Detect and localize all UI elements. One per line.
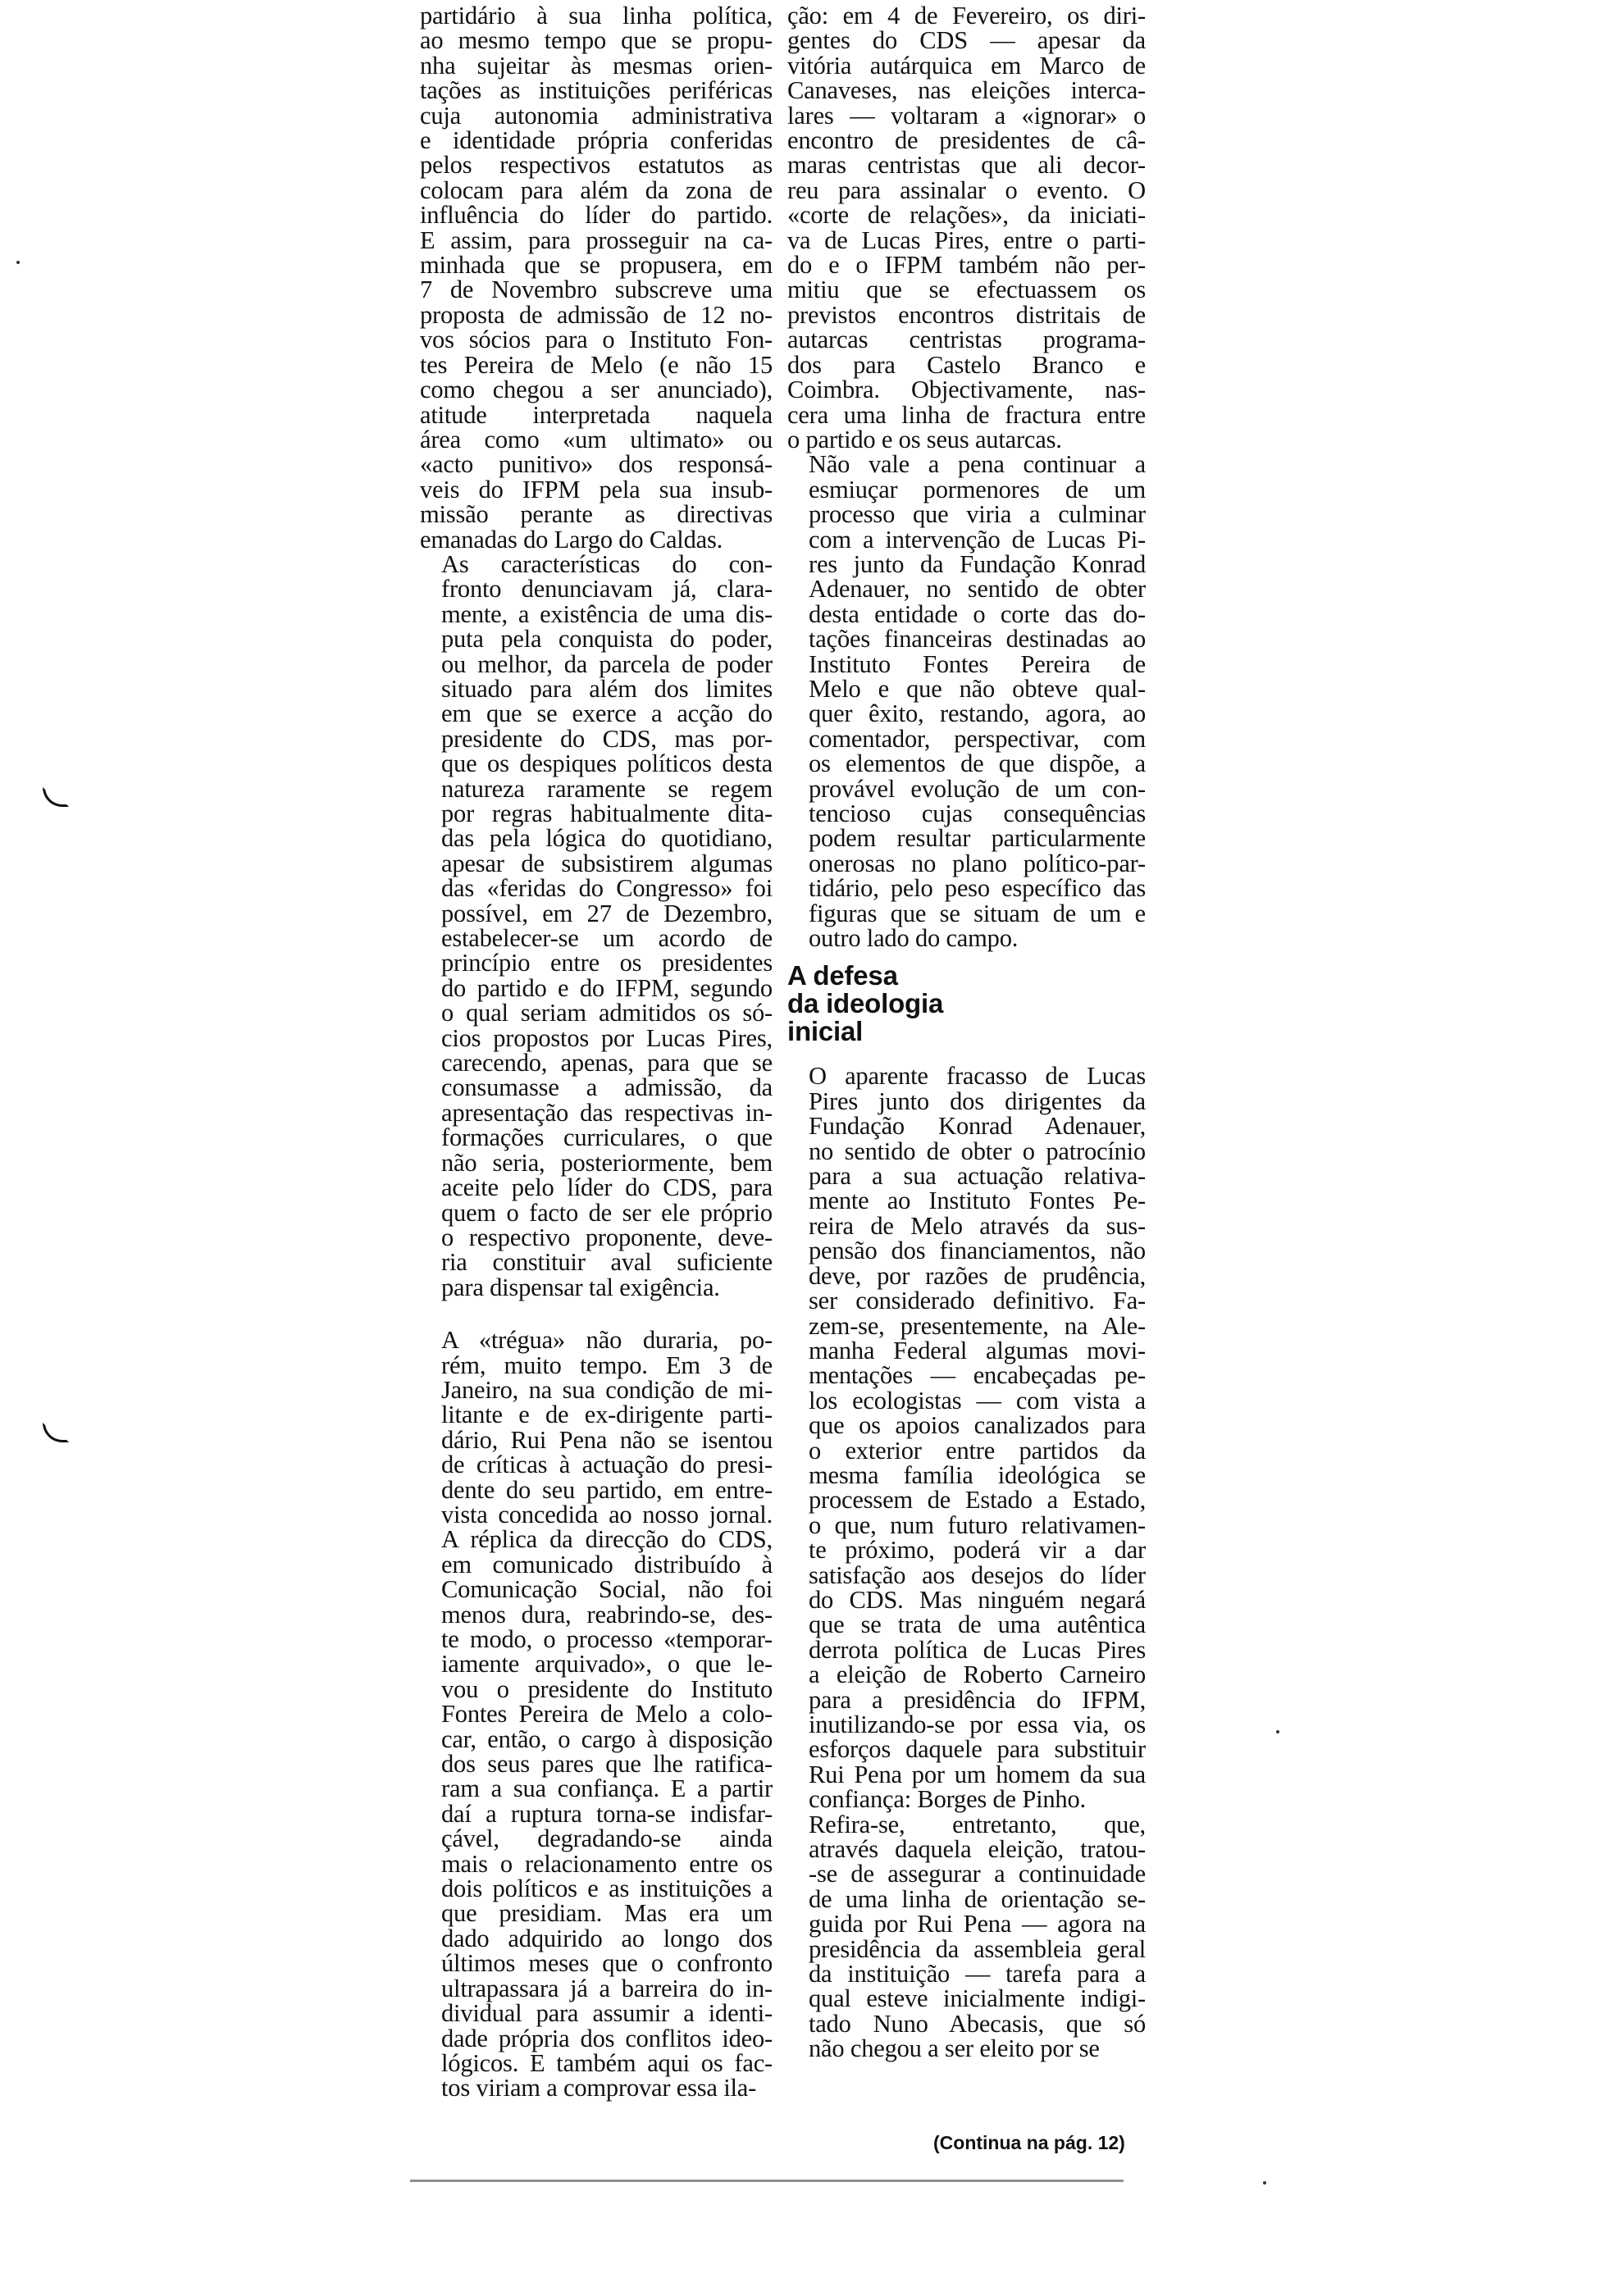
text-line: emanadas do Largo do Caldas. (420, 525, 723, 554)
text-line: em comunicado distribuído à (441, 1550, 773, 1578)
text-line: As características do con- (441, 549, 773, 578)
text-line: para a sua actuação relativa- (809, 1162, 1146, 1191)
text-line: últimos meses que o confronto (441, 1949, 773, 1978)
text-line: -se de assegurar a continuidade (809, 1860, 1146, 1888)
text-line: o partido e os seus autarcas. (787, 425, 1062, 453)
text-line: para a presidência do IFPM, (809, 1685, 1146, 1714)
text-line: manha Federal algumas movi- (809, 1336, 1146, 1364)
text-line: possível, em 27 de Dezembro, (441, 899, 773, 927)
text-line: car, então, o cargo à disposição (441, 1724, 773, 1753)
text-line: ou melhor, da parcela de poder (441, 649, 773, 678)
text-line: vitória autárquica em Marco de (787, 51, 1146, 80)
text-line: outro lado do campo. (809, 924, 1019, 953)
text-line: Pires junto dos dirigentes da (809, 1086, 1146, 1115)
text-line: formações curriculares, o que (441, 1123, 773, 1152)
text-line: através daquela eleição, tratou- (809, 1835, 1146, 1864)
text-line: que se trata de uma autêntica (809, 1610, 1146, 1639)
text-line: A réplica da direcção do CDS, (441, 1525, 773, 1554)
text-line: aceite pelo líder do CDS, para (441, 1173, 773, 1202)
text-line: Janeiro, na sua condição de mi- (441, 1375, 773, 1404)
scan-mark (43, 1423, 69, 1442)
text-line: Fundação Konrad Adenauer, (809, 1112, 1146, 1141)
text-line: Rui Pena por um homem da sua (809, 1760, 1146, 1788)
text-line: comentador, perspectivar, com (809, 724, 1146, 753)
text-line: O aparente fracasso de Lucas (809, 1062, 1146, 1091)
text-line: processo que viria a culminar (809, 500, 1146, 529)
text-line: tes Pereira de Melo (e não 15 (420, 350, 773, 379)
text-line: por regras habitualmente dita- (441, 800, 773, 827)
text-line: tencioso cujas consequências (809, 800, 1146, 827)
text-line: a eleição de Roberto Carneiro (809, 1660, 1146, 1689)
text-line: res junto da Fundação Konrad (809, 549, 1146, 578)
text-line: apresentação das respectivas in- (441, 1098, 773, 1127)
text-line: maras centristas que ali decor- (787, 151, 1146, 180)
text-line: cera uma linha de fractura entre (787, 400, 1146, 429)
text-line: e identidade própria conferidas (420, 126, 773, 155)
text-line: puta pela conquista do poder, (441, 625, 773, 654)
text-line: o exterior entre partidos da (809, 1436, 1146, 1465)
text-line: em que se exerce a acção do (441, 699, 773, 728)
continued-on-page-note: (Continua na pág. 12) (933, 2132, 1125, 2153)
text-line: o respectivo proponente, deve- (441, 1223, 773, 1251)
text-line: va de Lucas Pires, entre o parti- (787, 226, 1146, 254)
text-line: atitude interpretada naquela (420, 400, 773, 429)
bottom-rule (410, 2180, 1124, 2182)
text-line: ser considerado definitivo. Fa- (809, 1287, 1146, 1315)
text-line: quem o facto de ser ele próprio (441, 1198, 773, 1227)
text-line: pensão dos financiamentos, não (809, 1237, 1146, 1265)
text-line: te próximo, poderá vir a dar (809, 1536, 1146, 1565)
text-line: dos para Castelo Branco e (787, 350, 1146, 379)
scan-speck (1263, 2181, 1266, 2184)
text-line: reira de Melo através da sus- (809, 1211, 1146, 1240)
text-line: não seria, posteriormente, bem (441, 1148, 773, 1177)
text-line: fronto denunciavam já, clara- (441, 575, 773, 604)
text-line: que os despiques políticos desta (441, 749, 773, 778)
text-line: tado Nuno Abecasis, que só (809, 2009, 1146, 2038)
text-line: Melo e que não obteve qual- (809, 674, 1146, 703)
text-line: partidário à sua linha política, (420, 2, 773, 30)
text-line: te modo, o processo «temporar- (441, 1625, 773, 1653)
text-line: dividual para assumir a identi- (441, 1999, 773, 2028)
text-line: os elementos de que dispõe, a (809, 749, 1146, 778)
text-line: Comunicação Social, não foi (441, 1575, 773, 1604)
text-line: vos sócios para o Instituto Fon- (420, 326, 773, 354)
text-line: figuras que se situam de um e (809, 899, 1146, 927)
text-line: lógicos. E também aqui os fac- (441, 2048, 773, 2077)
text-line: los ecologistas — com vista a (809, 1386, 1146, 1414)
text-line: veis do IFPM pela sua insub- (420, 475, 773, 503)
text-line: desta entidade o corte das do- (809, 599, 1146, 628)
text-line: colocam para além da zona de (420, 175, 773, 204)
text-line: dois políticos e as instituições a (441, 1875, 773, 1903)
text-line: proposta de admissão de 12 no- (420, 300, 773, 329)
text-line: processem de Estado a Estado, (809, 1486, 1146, 1515)
text-line: iamente arquivado», o que le- (441, 1650, 773, 1679)
text-line: presidente do CDS, mas por- (441, 724, 773, 753)
text-line: E assim, para prosseguir na ca- (420, 226, 773, 254)
text-line: Coimbra. Objectivamente, nas- (787, 376, 1146, 404)
text-line: pelos respectivos estatutos as (420, 151, 773, 180)
text-line: ultrapassara já a barreira do in- (441, 1974, 773, 2002)
text-line: consumasse a admissão, da (441, 1073, 773, 1102)
text-line: satisfação aos desejos do líder (809, 1560, 1146, 1589)
text-line: do partido e do IFPM, segundo (441, 973, 773, 1002)
text-line: princípio entre os presidentes (441, 949, 773, 977)
text-line: do CDS. Mas ninguém negará (809, 1585, 1146, 1614)
paragraph-continuation (420, 3, 773, 552)
text-line: provável evolução de um con- (809, 774, 1146, 803)
text-line: «corte de relações», da iniciati- (787, 201, 1146, 230)
text-line: missão perante as directivas (420, 500, 773, 529)
text-line: de críticas à actuação do presi- (441, 1451, 773, 1479)
text-line: ção: em 4 de Fevereiro, os diri- (787, 2, 1146, 30)
text-line: lares — voltaram a «ignorar» o (787, 101, 1146, 130)
text-line: de uma linha de orientação se- (809, 1884, 1146, 1913)
text-line: «acto punitivo» dos responsá- (420, 450, 773, 479)
text-line: mentações — encabeçadas pe- (809, 1361, 1146, 1390)
text-line: derrota política de Lucas Pires (809, 1635, 1146, 1664)
text-line: da ideologia (787, 988, 944, 1019)
text-line: apesar de subsistirem algumas (441, 849, 773, 877)
text-line: zem-se, presentemente, na Ale- (809, 1311, 1146, 1340)
paragraph-tregua (420, 1328, 773, 2101)
text-line: podem resultar particularmente (809, 824, 1146, 853)
text-line: no sentido de obter o patrocínio (809, 1137, 1146, 1165)
text-line: das pela lógica do quotidiano, (441, 824, 773, 853)
text-line: com a intervenção de Lucas Pi- (809, 525, 1146, 554)
text-line: litante e de ex-dirigente parti- (441, 1401, 773, 1429)
text-line: inutilizando-se por essa via, os (809, 1711, 1146, 1738)
text-line: daí a ruptura torna-se indisfar- (441, 1799, 773, 1828)
text-line: Adenauer, no sentido de obter (809, 575, 1146, 604)
text-line: inicial (787, 1016, 864, 1047)
text-line: tos viriam a comprovar essa ila- (441, 2074, 757, 2102)
text-line: estabelecer-se um acordo de (441, 924, 773, 953)
scan-speck (1276, 1730, 1279, 1733)
text-line: natureza raramente se regem (441, 774, 773, 803)
text-line: confiança: Borges de Pinho. (809, 1785, 1086, 1814)
text-line: quer êxito, restando, agora, ao (809, 699, 1146, 728)
text-line: que presidiam. Mas era um (441, 1899, 773, 1928)
text-line: da instituição — tarefa para a (809, 1960, 1146, 1988)
text-line: do e o IFPM também não per- (787, 251, 1146, 280)
text-line: vista concedida ao nosso jornal. (441, 1500, 773, 1528)
text-line: Canaveses, nas eleições interca- (787, 76, 1146, 105)
scan-mark (43, 787, 69, 807)
article-column-left (420, 3, 773, 2101)
text-line: dade própria dos conflitos ideo- (441, 2024, 773, 2052)
article-column-right (787, 3, 1146, 2061)
text-line: esforços daquele para substituir (809, 1735, 1146, 1764)
text-line: dado adquirido ao longo dos (441, 1924, 773, 1952)
text-line: mente ao Instituto Fontes Pe- (809, 1187, 1146, 1215)
text-line: presidência da assembleia geral (809, 1934, 1146, 1963)
text-line: carecendo, apenas, para que se (441, 1049, 773, 1077)
text-line: das «feridas do Congresso» foi (441, 874, 773, 903)
text-line: A «trégua» não duraria, po- (441, 1326, 773, 1355)
text-line: reu para assinalar o evento. O (787, 175, 1146, 204)
text-line: mais o relacionamento entre os (441, 1849, 773, 1878)
text-line: que os apoios canalizados para (809, 1411, 1146, 1440)
text-line: qual esteve inicialmente indigi- (809, 1984, 1146, 2013)
text-line: Fontes Pereira de Melo a colo- (441, 1700, 773, 1729)
text-line: mesma família ideológica se (809, 1460, 1146, 1489)
text-line: vou o presidente do Instituto (441, 1674, 773, 1703)
text-line: nha sujeitar às mesmas orien- (420, 51, 773, 80)
scan-speck (16, 261, 20, 264)
text-line: cuja autonomia administrativa (420, 101, 773, 130)
text-line: o que, num futuro relativamen- (809, 1510, 1146, 1539)
text-line: encontro de presidentes de câ- (787, 126, 1146, 155)
text-line: o qual seriam admitidos os só- (441, 999, 773, 1027)
text-line: para dispensar tal exigência. (441, 1273, 720, 1301)
paragraph-refira-se (787, 1812, 1146, 2061)
paragraph-confronto (420, 549, 773, 1301)
text-line: influência do líder do partido. (420, 201, 773, 230)
text-line: mitiu que se efectuassem os (787, 276, 1146, 304)
text-line: rém, muito tempo. Em 3 de (441, 1351, 773, 1379)
text-line: situado para além dos limites (441, 674, 773, 703)
text-line: mente, a existência de uma dis- (441, 599, 773, 628)
text-line: Instituto Fontes Pereira de (809, 649, 1146, 678)
text-line: çável, degradando-se ainda (441, 1824, 773, 1853)
text-line: dos seus pares que lhe ratifica- (441, 1750, 773, 1779)
text-line: deve, por razões de prudência, (809, 1261, 1146, 1290)
text-line: dente do seu partido, em entre- (441, 1475, 773, 1504)
text-line: tações financeiras destinadas ao (809, 625, 1146, 654)
text-line: Refira-se, entretanto, que, (809, 1810, 1146, 1838)
text-line: Não vale a pena continuar a (809, 450, 1146, 479)
text-line: gentes do CDS — apesar da (787, 26, 1146, 55)
text-line: ria constituir aval suficiente (441, 1248, 773, 1277)
text-line: não chegou a ser eleito por se (809, 2034, 1100, 2063)
text-line: ram a sua confiança. E a partir (441, 1774, 773, 1803)
text-line: guida por Rui Pena — agora na (809, 1910, 1146, 1938)
text-line: autarcas centristas programa- (787, 326, 1146, 354)
text-line: como chegou a ser anunciado), (420, 376, 773, 404)
text-line: A defesa (787, 960, 898, 991)
text-line: dário, Rui Pena não se isentou (441, 1425, 773, 1454)
text-line: onerosas no plano político-par- (809, 849, 1146, 877)
paragraph-fevereiro (787, 3, 1146, 452)
text-line: tidário, pelo peso específico das (809, 874, 1146, 903)
text-line: tações as instituições periféricas (420, 76, 773, 105)
text-line: ao mesmo tempo que se propu- (420, 26, 773, 55)
text-line: 7 de Novembro subscreve uma (420, 276, 773, 304)
paragraph-aparente-fracasso (787, 1062, 1146, 1814)
text-line: previstos encontros distritais de (787, 300, 1146, 329)
text-line: menos dura, reabrindo-se, des- (441, 1600, 773, 1629)
paragraph-nao-vale-a-pena (787, 450, 1146, 953)
text-line: minhada que se propusera, em (420, 251, 773, 280)
text-line: esmiuçar pormenores de um (809, 475, 1146, 503)
text-line: cios propostos por Lucas Pires, (441, 1023, 773, 1052)
section-subheading (787, 962, 1146, 1046)
text-line: área como «um ultimato» ou (420, 425, 773, 453)
